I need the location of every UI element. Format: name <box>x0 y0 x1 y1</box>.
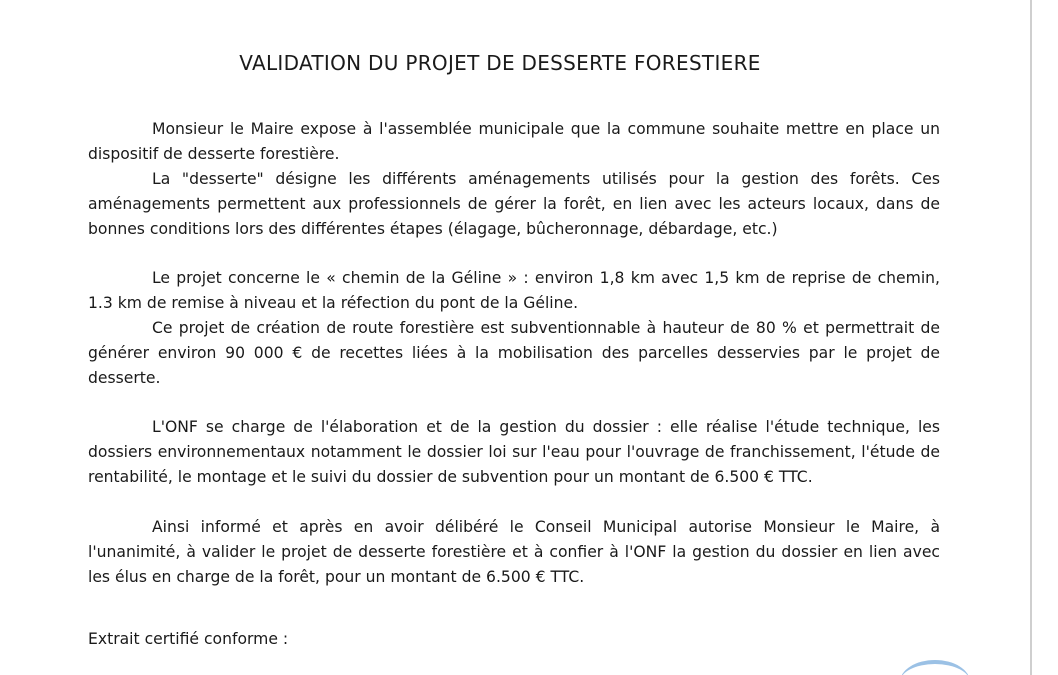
paragraph-subvention <box>88 316 940 391</box>
paragraph-onf <box>88 415 940 490</box>
paragraph-text: Ainsi informé et après en avoir délibéré le Conseil Municipal autorise Monsieur le Maire, à l'unanimité, à valider le projet de desserte forestière et à confier à l'ONF la gestion du dossier en lien avec les élus en charge de la forêt, pour un montant de 6.500 € TTC. <box>88 518 940 586</box>
paragraph-projet <box>88 266 940 316</box>
paragraph-expose <box>88 117 940 167</box>
paragraph-text: Ce projet de création de route forestière est subventionnable à hauteur de 80 % et permettrait de générer environ 90 000 € de recettes liées à la mobilisation des parcelles desservies par le projet de desserte. <box>88 319 940 387</box>
paragraph-text: Monsieur le Maire expose à l'assemblée municipale que la commune souhaite mettre en place un dispositif de desserte forestière. <box>88 120 940 163</box>
paragraph-text: Le projet concerne le « chemin de la Géline » : environ 1,8 km avec 1,5 km de reprise de chemin, 1.3 km de remise à niveau et la réfection du pont de la Géline. <box>88 269 940 312</box>
stamp-edge <box>900 660 970 675</box>
paragraph-text: La "desserte" désigne les différents aménagements utilisés pour la gestion des forêts. Ces aménagements permettent aux professionnels de gérer la forêt, en lien avec les acteurs locaux, dans de bonnes conditions lors des différentes étapes (élagage, bûcheronnage, débardage, etc.) <box>88 170 940 238</box>
page-margin-line <box>1030 0 1032 675</box>
paragraph-desserte-definition <box>88 167 940 242</box>
certification-line: Extrait certifié conforme : <box>88 630 289 648</box>
paragraph-text: L'ONF se charge de l'élaboration et de la gestion du dossier : elle réalise l'étude technique, les dossiers environnementaux notamment le dossier loi sur l'eau pour l'ouvrage de franchissement, l'étude de rentabilité, le montage et le suivi du dossier de subvention pour un montant de 6.500 € TTC. <box>88 418 940 486</box>
page-title: VALIDATION DU PROJET DE DESSERTE FORESTIERE <box>239 51 761 76</box>
paragraph-deliberation <box>88 515 940 590</box>
